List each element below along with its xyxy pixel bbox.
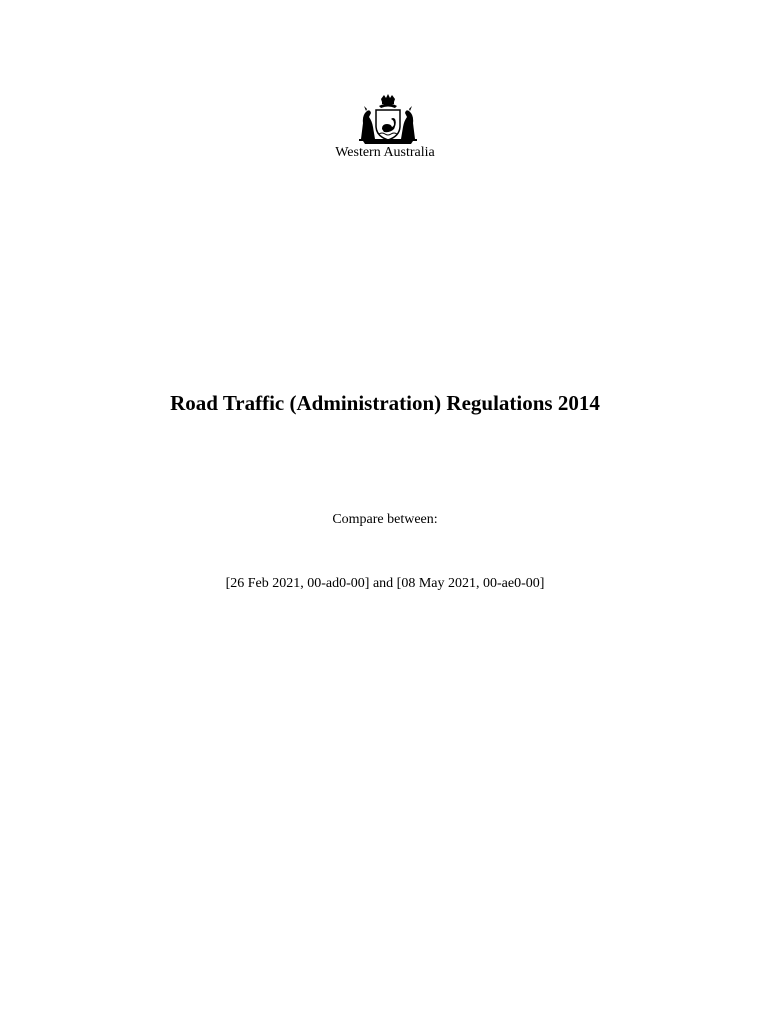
compare-version-range: [26 Feb 2021, 00-ad0-00] and [08 May 2021, 00-ae0-00] <box>225 576 545 591</box>
jurisdiction-label: Western Australia <box>335 145 435 160</box>
coat-of-arms-icon <box>355 93 421 145</box>
document-title: Road Traffic (Administration) Regulations 2014 <box>170 391 600 415</box>
compare-label: Compare between: <box>332 512 438 527</box>
